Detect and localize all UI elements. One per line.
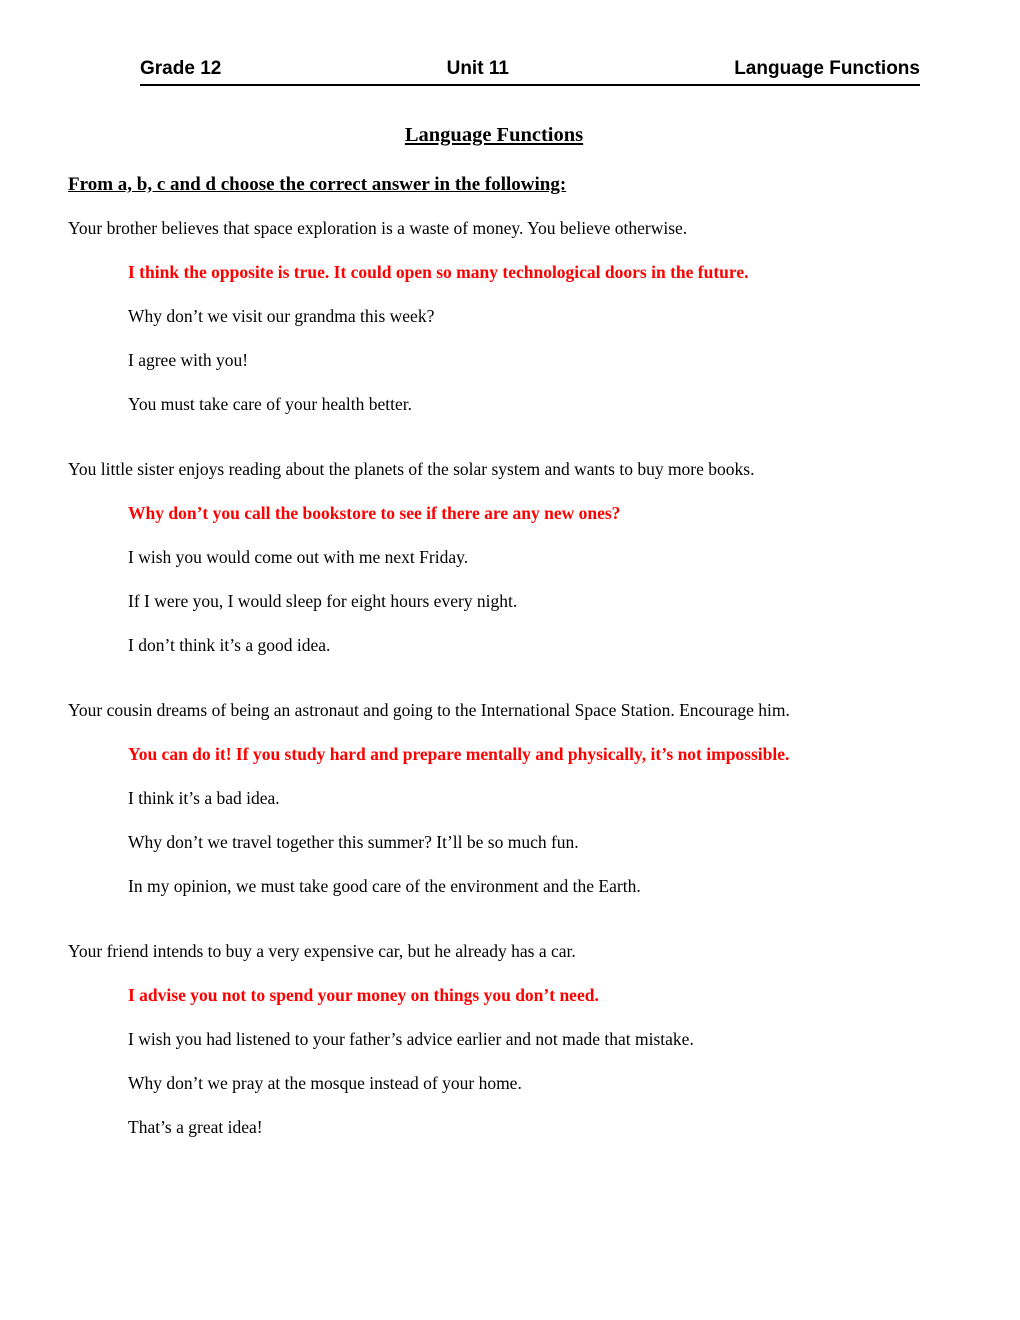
answer-option-correct: I think the opposite is true. It could open so many technological doors in the future. <box>128 262 749 282</box>
question-block <box>68 941 920 1138</box>
answer-option-correct: Why don’t you call the bookstore to see if there are any new ones? <box>128 503 621 523</box>
question-block <box>68 218 920 415</box>
answer-option: I wish you would come out with me next Friday. <box>128 547 469 567</box>
answer-option-correct: I advise you not to spend your money on things you don’t need. <box>128 985 599 1005</box>
answer-option: Why don’t we visit our grandma this week? <box>128 306 435 326</box>
answer-option: That’s a great idea! <box>128 1117 263 1137</box>
question-prompt: Your brother believes that space exploration is a waste of money. You believe otherwise. <box>68 218 688 238</box>
answer-option: I agree with you! <box>128 350 249 370</box>
question-prompt: Your friend intends to buy a very expensive car, but he already has a car. <box>68 941 576 961</box>
answer-option: Why don’t we pray at the mosque instead of your home. <box>128 1073 522 1093</box>
answer-option: Why don’t we travel together this summer? It’ll be so much fun. <box>128 832 579 852</box>
answer-option: I don’t think it’s a good idea. <box>128 635 331 655</box>
header-unit: Unit 11 <box>446 58 509 79</box>
answer-option: If I were you, I would sleep for eight hours every night. <box>128 591 518 611</box>
question-block <box>68 459 920 656</box>
header-topic: Language Functions <box>734 58 920 79</box>
question-prompt: Your cousin dreams of being an astronaut and going to the International Space Station. Encourage him. <box>68 700 790 720</box>
question-block <box>68 700 920 897</box>
answer-option: In my opinion, we must take good care of the environment and the Earth. <box>128 876 641 896</box>
page-title: Language Functions <box>404 124 584 146</box>
page-header <box>140 58 920 86</box>
answer-option: You must take care of your health better. <box>128 394 412 414</box>
answer-option: I think it’s a bad idea. <box>128 788 280 808</box>
header-grade: Grade 12 <box>140 58 222 79</box>
answer-option: I wish you had listened to your father’s advice earlier and not made that mistake. <box>128 1029 694 1049</box>
instruction-heading: From a, b, c and d choose the correct answer in the following: <box>68 174 567 195</box>
answer-option-correct: You can do it! If you study hard and prepare mentally and physically, it’s not impossible. <box>128 744 790 764</box>
question-prompt: You little sister enjoys reading about the planets of the solar system and wants to buy more books. <box>68 459 755 479</box>
